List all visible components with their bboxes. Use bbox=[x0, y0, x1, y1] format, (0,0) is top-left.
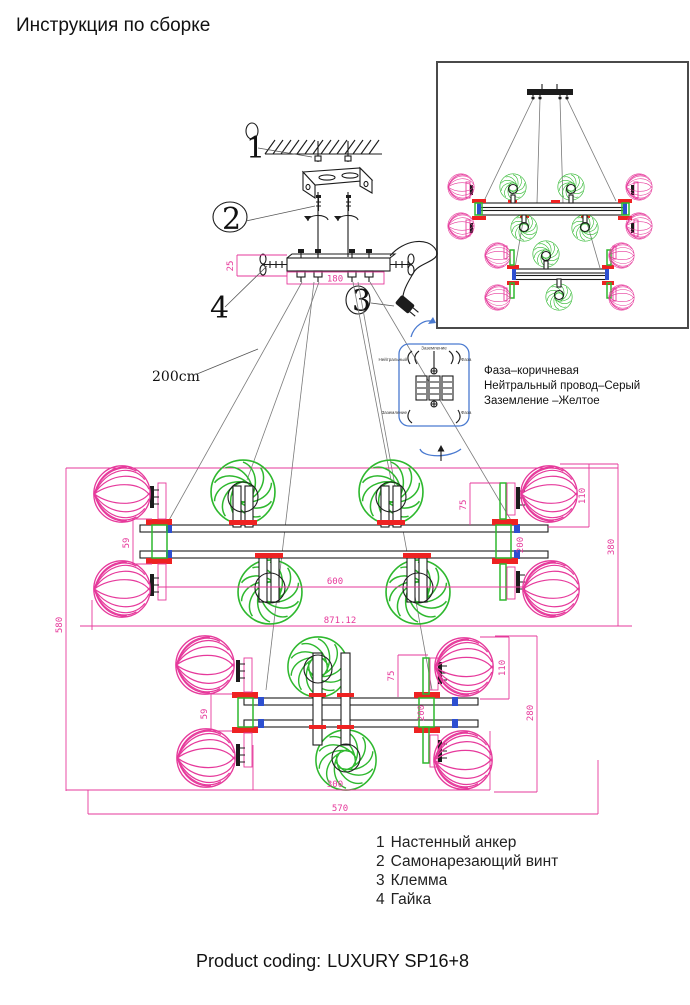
callout-3: 3 bbox=[352, 284, 372, 319]
dim-lower-inner-width: 300 bbox=[326, 780, 344, 790]
canopy-bar bbox=[287, 258, 390, 271]
callout-2: 2 bbox=[222, 202, 242, 237]
dim-lower-right-height: 280 bbox=[526, 704, 536, 722]
terminal-label-top: Заземление bbox=[421, 345, 447, 351]
lower-rail-1 bbox=[244, 698, 478, 705]
dim-upper-hub: 59 bbox=[122, 537, 132, 549]
dim-upper-total-height: 580 bbox=[55, 616, 65, 634]
upper-rail-1 bbox=[140, 525, 548, 532]
page-title: Инструкция по сборке bbox=[16, 15, 211, 36]
dim-upper-arm: 75 bbox=[459, 499, 469, 511]
dim-lower-sphere: 110 bbox=[498, 659, 508, 677]
legend-item-3: 3 Клемма bbox=[376, 872, 448, 889]
dim-upper-right-height: 380 bbox=[607, 538, 617, 556]
inset-assembled-view bbox=[437, 62, 688, 328]
terminal-label-right-bottom: Фаза bbox=[461, 410, 472, 415]
product-coding: Product coding: LUXURY SP16+8 bbox=[196, 951, 470, 971]
dim-upper-side: 200 bbox=[516, 536, 526, 554]
dim-upper-sphere: 110 bbox=[578, 487, 588, 505]
upper-rail-2 bbox=[140, 551, 548, 558]
wiring-note-neutral: Нейтральный провод–Серый bbox=[484, 380, 641, 392]
callout-1: 1 bbox=[246, 131, 266, 166]
dim-upper-overall-width: 871.12 bbox=[323, 616, 357, 626]
legend-item-4: 4 Гайка bbox=[376, 891, 432, 908]
legend-item-1: 1 Настенный анкер bbox=[376, 834, 517, 851]
dim-lower-arm: 75 bbox=[387, 670, 397, 682]
legend-item-2: 2 Самонарезающий винт bbox=[376, 853, 559, 870]
dim-lower-side: 200 bbox=[417, 704, 427, 722]
dim-canopy-width: 180 bbox=[326, 274, 344, 285]
callout-4: 4 bbox=[210, 291, 230, 326]
wiring-note-ground: Заземление –Желтое bbox=[484, 395, 600, 407]
terminal-label-right-top: Фаза bbox=[461, 357, 472, 362]
terminal-label-left-top: Нейтральный bbox=[378, 357, 407, 362]
drop-length-label: 200cm bbox=[152, 369, 200, 385]
dim-canopy-height: 25 bbox=[226, 260, 236, 272]
dim-upper-inner-width: 600 bbox=[326, 577, 344, 587]
lower-rail-2 bbox=[244, 720, 478, 727]
terminal-label-left-bottom: Заземление bbox=[381, 410, 407, 415]
wiring-note-phase: Фаза–коричневая bbox=[484, 365, 579, 377]
dim-lower-overall-width: 570 bbox=[331, 804, 349, 814]
dim-lower-hub: 59 bbox=[200, 708, 210, 720]
